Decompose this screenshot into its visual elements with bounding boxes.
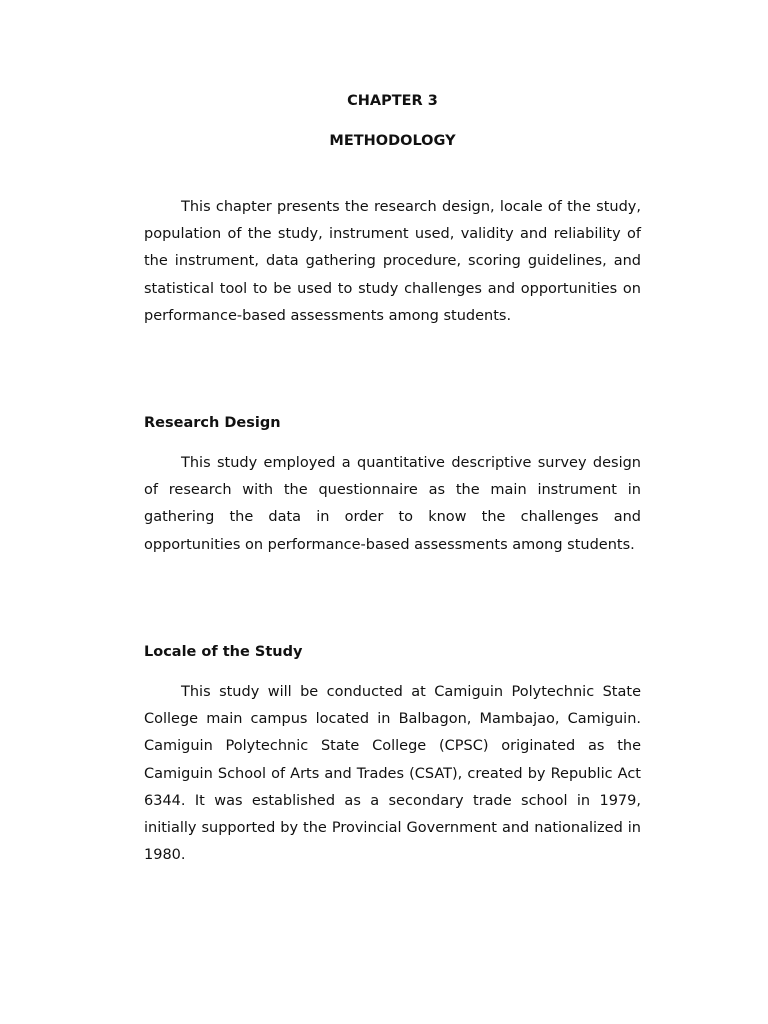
section-heading-locale: Locale of the Study <box>144 644 303 660</box>
research-design-paragraph: This study employed a quantitative descriptive survey design of research with the questionnaire as the main instrument in gathering the data in order to know the challenges and opportunities on performance-based assessments among students. <box>144 455 641 553</box>
section-heading-research-design: Research Design <box>144 415 281 431</box>
locale-paragraph: This study will be conducted at Camiguin Polytechnic State College main campus located in Balbagon, Mambajao, Camiguin. Camiguin Polytechnic State College (CPSC) originated as the Camiguin School of Arts and Trades (CSAT), created by Republic Act 6344. It was established as a secondary trade school in 1979, initially supported by the Provincial Government and nationalized in 1980. <box>144 684 641 864</box>
intro-paragraph: This chapter presents the research design, locale of the study, population of the study, instrument used, validity and reliability of the instrument, data gathering procedure, scoring guidelines, and statistical tool to be used to study challenges and opportunities on performance-based assessments among students. <box>144 199 641 324</box>
chapter-title: METHODOLOGY <box>329 133 456 149</box>
chapter-number: CHAPTER 3 <box>347 93 438 109</box>
